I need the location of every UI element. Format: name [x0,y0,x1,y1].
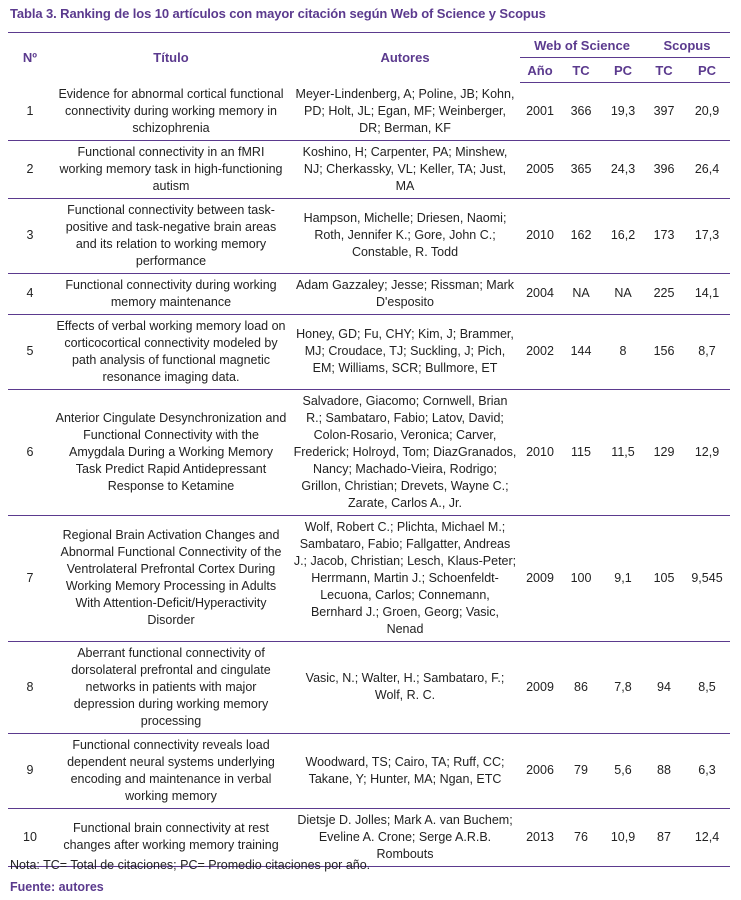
table-row [8,733,730,808]
cell-scopus-tc: 105 [644,515,684,641]
cell-scopus-tc: 225 [644,273,684,314]
cell-title: Regional Brain Activation Changes and Abnormal Functional Connectivity of the Ventrolateral Prefrontal Cortex During Working Memory Processing in Adults With Attention-Deficit/Hyperactivity Disorder [52,515,290,641]
cell-title: Aberrant functional connectivity of dorsolateral prefrontal and cingulate networks in patients with major depression during working memory processing [52,641,290,733]
header-wos-tc: TC [560,58,602,83]
header-num: Nº [8,33,52,83]
cell-authors: Adam Gazzaley; Jesse; Rissman; Mark D'esposito [290,273,520,314]
cell-authors: Vasic, N.; Walter, H.; Sambataro, F.; Wolf, R. C. [290,641,520,733]
cell-scopus-pc: 12,9 [684,389,730,515]
ranking-table [8,32,730,867]
cell-scopus-tc: 156 [644,314,684,389]
table-row [8,641,730,733]
cell-title: Functional brain connectivity at rest changes after working memory training [52,808,290,866]
cell-authors: Meyer-Lindenberg, A; Poline, JB; Kohn, PD; Holt, JL; Egan, MF; Weinberger, DR; Berman, KF [290,83,520,141]
cell-scopus-pc: 20,9 [684,83,730,141]
cell-scopus-pc: 8,7 [684,314,730,389]
header-scopus-tc: TC [644,58,684,83]
header-scopus-pc: PC [684,58,730,83]
cell-authors: Dietsje D. Jolles; Mark A. van Buchem; Eveline A. Crone; Serge A.R.B. Rombouts [290,808,520,866]
table-row [8,314,730,389]
cell-number: 5 [8,314,52,389]
cell-wos-tc: 365 [560,140,602,198]
cell-wos-pc: 24,3 [602,140,644,198]
cell-scopus-pc: 14,1 [684,273,730,314]
cell-number: 8 [8,641,52,733]
cell-authors: Honey, GD; Fu, CHY; Kim, J; Brammer, MJ; Croudace, TJ; Suckling, J; Pich, EM; Williams, SCR; Bullmore, ET [290,314,520,389]
cell-number: 1 [8,83,52,141]
header-title: Título [52,33,290,83]
cell-scopus-tc: 129 [644,389,684,515]
cell-scopus-tc: 173 [644,198,684,273]
table-row [8,389,730,515]
cell-title: Functional connectivity between task-positive and task-negative brain areas and its relation to working memory performance [52,198,290,273]
cell-authors: Woodward, TS; Cairo, TA; Ruff, CC; Takane, Y; Hunter, MA; Ngan, ETC [290,733,520,808]
cell-number: 9 [8,733,52,808]
cell-scopus-pc: 6,3 [684,733,730,808]
cell-wos-pc: 7,8 [602,641,644,733]
header-scopus: Scopus [644,33,730,58]
cell-authors: Salvadore, Giacomo; Cornwell, Brian R.; Sambataro, Fabio; Latov, David; Colon-Rosario, Veronica; Carver, Frederick; Holroyd, Tom; DiazGranados, Nancy; Machado-Vieira, Rodrigo; Grillon, Christian; Drevets, Wayne C.; Zarate, Carlos A., Jr. [290,389,520,515]
cell-number: 3 [8,198,52,273]
cell-wos-pc: 16,2 [602,198,644,273]
cell-wos-pc: 9,1 [602,515,644,641]
cell-year: 2010 [520,389,560,515]
cell-year: 2013 [520,808,560,866]
cell-authors: Koshino, H; Carpenter, PA; Minshew, NJ; Cherkassky, VL; Keller, TA; Just, MA [290,140,520,198]
cell-year: 2004 [520,273,560,314]
cell-wos-pc: NA [602,273,644,314]
cell-year: 2006 [520,733,560,808]
cell-wos-pc: 19,3 [602,83,644,141]
cell-wos-tc: 76 [560,808,602,866]
cell-authors: Wolf, Robert C.; Plichta, Michael M.; Sambataro, Fabio; Fallgatter, Andreas J.; Jacob, Christian; Lesch, Klaus-Peter; Herrmann, Martin J.; Schoenfeldt-Lecuona, Carlos; Connemann, Bernhard J.; Groen, Georg; Vasic, Nenad [290,515,520,641]
header-wos-year: Año [520,58,560,83]
cell-title: Anterior Cingulate Desynchronization and Functional Connectivity with the Amygdala During a Working Memory Task Predict Rapid Antidepressant Response to Ketamine [52,389,290,515]
table-row [8,273,730,314]
cell-wos-tc: 162 [560,198,602,273]
table-row [8,140,730,198]
header-authors: Autores [290,33,520,83]
cell-scopus-tc: 396 [644,140,684,198]
header-wos: Web of Science [520,33,644,58]
cell-scopus-tc: 87 [644,808,684,866]
cell-scopus-tc: 88 [644,733,684,808]
cell-year: 2001 [520,83,560,141]
cell-scopus-pc: 9,545 [684,515,730,641]
cell-wos-tc: 100 [560,515,602,641]
cell-title: Functional connectivity reveals load dependent neural systems underlying encoding and maintenance in verbal working memory [52,733,290,808]
cell-scopus-pc: 8,5 [684,641,730,733]
cell-scopus-pc: 26,4 [684,140,730,198]
table-row [8,515,730,641]
table-body [8,83,730,867]
cell-title: Evidence for abnormal cortical functional connectivity during working memory in schizophrenia [52,83,290,141]
cell-year: 2009 [520,515,560,641]
cell-wos-tc: NA [560,273,602,314]
cell-wos-tc: 366 [560,83,602,141]
cell-scopus-tc: 94 [644,641,684,733]
cell-scopus-pc: 17,3 [684,198,730,273]
cell-wos-pc: 11,5 [602,389,644,515]
table-source: Fuente: autores [10,880,104,894]
cell-wos-tc: 79 [560,733,602,808]
cell-title: Functional connectivity in an fMRI working memory task in high-functioning autism [52,140,290,198]
cell-wos-tc: 86 [560,641,602,733]
table-row [8,198,730,273]
cell-number: 10 [8,808,52,866]
cell-authors: Hampson, Michelle; Driesen, Naomi; Roth, Jennifer K.; Gore, John C.; Constable, R. Todd [290,198,520,273]
cell-wos-pc: 10,9 [602,808,644,866]
cell-number: 2 [8,140,52,198]
table-row [8,83,730,141]
cell-title: Effects of verbal working memory load on corticocortical connectivity modeled by path analysis of functional magnetic resonance imaging data. [52,314,290,389]
header-wos-pc: PC [602,58,644,83]
cell-year: 2002 [520,314,560,389]
table-caption: Tabla 3. Ranking de los 10 artículos con mayor citación según Web of Science y Scopus [10,6,546,21]
cell-number: 6 [8,389,52,515]
cell-wos-tc: 144 [560,314,602,389]
cell-title: Functional connectivity during working memory maintenance [52,273,290,314]
cell-wos-pc: 5,6 [602,733,644,808]
cell-number: 7 [8,515,52,641]
cell-wos-tc: 115 [560,389,602,515]
cell-year: 2005 [520,140,560,198]
cell-wos-pc: 8 [602,314,644,389]
cell-number: 4 [8,273,52,314]
cell-scopus-pc: 12,4 [684,808,730,866]
table-note: Nota: TC= Total de citaciones; PC= Promedio citaciones por año. [10,858,371,872]
cell-scopus-tc: 397 [644,83,684,141]
cell-year: 2009 [520,641,560,733]
cell-year: 2010 [520,198,560,273]
